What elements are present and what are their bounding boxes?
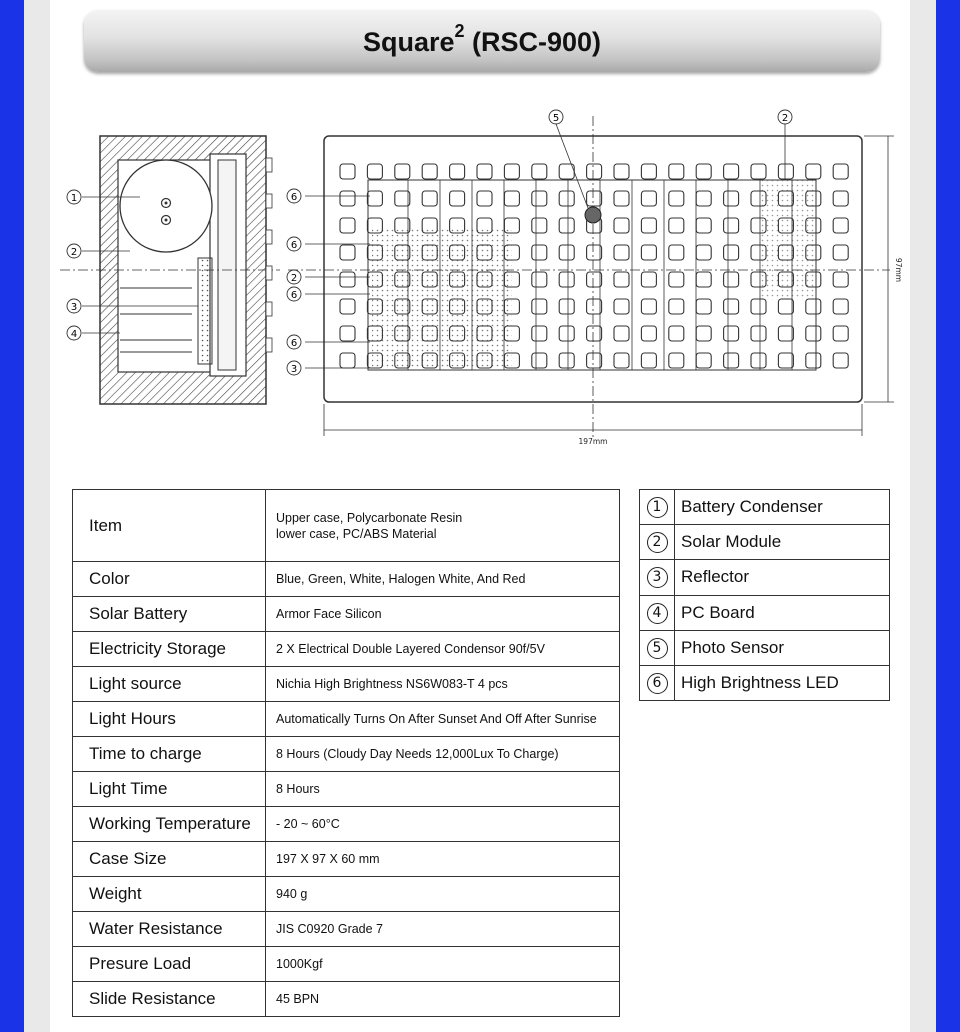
spec-key: Working Temperature xyxy=(73,807,266,842)
legend-label: Solar Module xyxy=(675,525,890,560)
spec-value: Automatically Turns On After Sunset And Off After Sunrise xyxy=(266,702,620,737)
spec-key: Light Hours xyxy=(73,702,266,737)
side-section-view xyxy=(60,136,280,404)
spec-value: Armor Face Silicon xyxy=(266,597,620,632)
legend-row xyxy=(640,525,890,560)
spec-value: 1000Kgf xyxy=(266,947,620,982)
spec-value: Nichia High Brightness NS6W083-T 4 pcs xyxy=(266,667,620,702)
front-callout-6d xyxy=(287,335,301,349)
spec-row-water-resistance xyxy=(73,912,620,947)
spec-row-item xyxy=(73,490,620,562)
spec-row-light-source xyxy=(73,667,620,702)
legend-number-badge: 2 xyxy=(647,532,668,553)
svg-text:3: 3 xyxy=(290,364,298,375)
spec-key: Solar Battery xyxy=(73,597,266,632)
svg-text:6: 6 xyxy=(290,338,298,349)
legend-number-badge: 3 xyxy=(647,567,668,588)
spec-key: Color xyxy=(73,562,266,597)
spec-row-time-to-charge xyxy=(73,737,620,772)
spec-value: 197 X 97 X 60 mm xyxy=(266,842,620,877)
left-blue-border xyxy=(0,0,24,1032)
front-callout-3 xyxy=(287,361,301,375)
spec-value: Blue, Green, White, Halogen White, And Red xyxy=(266,562,620,597)
svg-text:2: 2 xyxy=(290,273,298,284)
spec-value: Upper case, Polycarbonate Resin lower case, PC/ABS Material xyxy=(266,490,620,562)
spec-value: - 20 ~ 60°C xyxy=(266,807,620,842)
svg-text:2: 2 xyxy=(70,247,78,258)
legend-number-badge: 5 xyxy=(647,638,668,659)
spec-row-electricity-storage xyxy=(73,632,620,667)
spec-key: Time to charge xyxy=(73,737,266,772)
spec-row-working-temperature xyxy=(73,807,620,842)
spec-value: JIS C0920 Grade 7 xyxy=(266,912,620,947)
legend-label: PC Board xyxy=(675,595,890,630)
spec-value: 940 g xyxy=(266,877,620,912)
top-callout-2 xyxy=(778,110,792,124)
side-callout-3 xyxy=(67,299,81,313)
side-callout-2 xyxy=(67,244,81,258)
svg-text:5: 5 xyxy=(552,113,560,124)
spec-row-slide-resistance xyxy=(73,982,620,1017)
svg-text:6: 6 xyxy=(290,240,298,251)
title-banner xyxy=(84,10,880,72)
spec-row-light-time xyxy=(73,772,620,807)
legend-label: Reflector xyxy=(675,560,890,595)
spec-key: Slide Resistance xyxy=(73,982,266,1017)
spec-row-presure-load xyxy=(73,947,620,982)
legend-row xyxy=(640,560,890,595)
spec-key: Light source xyxy=(73,667,266,702)
page-title: Square$^2$ (RSC-900) xyxy=(362,20,602,57)
legend-row xyxy=(640,595,890,630)
spec-row-case-size xyxy=(73,842,620,877)
spec-row-solar-battery xyxy=(73,597,620,632)
svg-text:2: 2 xyxy=(781,113,789,124)
side-callout-1 xyxy=(67,190,81,204)
technical-drawing xyxy=(60,108,910,460)
height-dimension-label: 97mm xyxy=(894,257,903,283)
spec-value: 8 Hours (Cloudy Day Needs 12,000Lux To Charge) xyxy=(266,737,620,772)
spec-key: Item xyxy=(73,490,266,562)
legend-number-badge: 1 xyxy=(647,497,668,518)
front-callout-6b xyxy=(287,237,301,251)
svg-text:4: 4 xyxy=(70,329,78,340)
legend-label: Photo Sensor xyxy=(675,630,890,665)
spec-key: Presure Load xyxy=(73,947,266,982)
front-view xyxy=(287,110,903,446)
spec-key: Case Size xyxy=(73,842,266,877)
spec-value: 8 Hours xyxy=(266,772,620,807)
parts-legend xyxy=(639,489,890,701)
front-callout-6c xyxy=(287,287,301,301)
svg-text:6: 6 xyxy=(290,290,298,301)
svg-text:1: 1 xyxy=(70,193,78,204)
svg-text:3: 3 xyxy=(70,302,78,313)
width-dimension-label: 197mm xyxy=(578,437,608,446)
spec-row-light-hours xyxy=(73,702,620,737)
legend-row xyxy=(640,665,890,700)
spec-row-weight xyxy=(73,877,620,912)
right-blue-border xyxy=(936,0,960,1032)
front-callout-6a xyxy=(287,189,301,203)
spec-value: 45 BPN xyxy=(266,982,620,1017)
side-callout-4 xyxy=(67,326,81,340)
spec-key: Light Time xyxy=(73,772,266,807)
spec-value: 2 X Electrical Double Layered Condensor 90f/5V xyxy=(266,632,620,667)
legend-row xyxy=(640,490,890,525)
svg-text:6: 6 xyxy=(290,192,298,203)
spec-key: Water Resistance xyxy=(73,912,266,947)
legend-label: Battery Condenser xyxy=(675,490,890,525)
front-callout-2 xyxy=(287,270,301,284)
legend-label: High Brightness LED xyxy=(675,665,890,700)
legend-number-badge: 6 xyxy=(647,673,668,694)
spec-row-color xyxy=(73,562,620,597)
legend-number-badge: 4 xyxy=(647,603,668,624)
legend-row xyxy=(640,630,890,665)
spec-key: Electricity Storage xyxy=(73,632,266,667)
spec-table xyxy=(72,489,620,1017)
spec-key: Weight xyxy=(73,877,266,912)
top-callout-5 xyxy=(549,110,563,124)
